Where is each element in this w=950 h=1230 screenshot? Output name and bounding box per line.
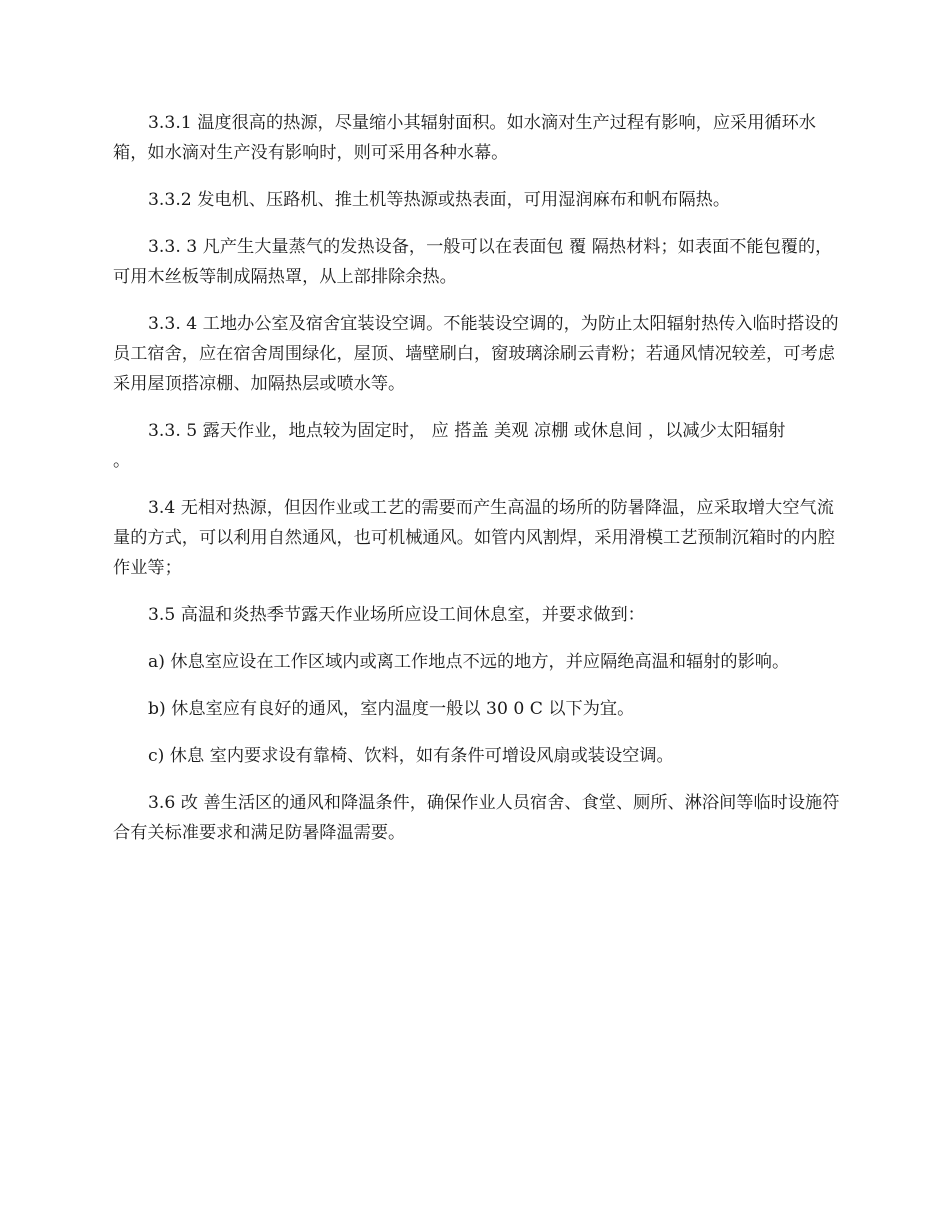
paragraph-3-4: 3.4 无相对热源，但因作业或工艺的需要而产生高温的场所的防暑降温，应采取增大空气流量的方式，可以利用自然通风，也可机械通风。如管内风割焊，采用滑模工艺预制沉箱时的内腔作业等； xyxy=(113,498,835,578)
paragraph-3-5: 3.5 高温和炎热季节露天作业场所应设工间休息室，并要求做到： xyxy=(148,605,645,625)
paragraph-3-3-2: 3.3.2 发电机、压路机、推土机等热源或热表面，可用湿润麻布和帆布隔热。 xyxy=(148,190,731,210)
document-body xyxy=(113,108,843,865)
list-item-b: b) 休息室应有良好的通风，室内温度一般以 30 0 C 以下为宜。 xyxy=(148,699,635,719)
paragraph-3-3-3: 3.3. 3 凡产生大量蒸气的发热设备，一般可以在表面包 覆 隔热材料；如表面不能包覆的，可用木丝板等制成隔热罩，从上部排除余热。 xyxy=(113,237,833,287)
paragraph-3-6: 3.6 改 善生活区的通风和降温条件，确保作业人员宿舍、食堂、厕所、淋浴间等临时设施符合有关标准要求和满足防暑降温需要。 xyxy=(113,793,840,843)
list-item-c: c) 休息 室内要求设有靠椅、饮料，如有条件可增设风扇或装设空调。 xyxy=(148,746,674,766)
paragraph-3-3-1: 3.3.1 温度很高的热源，尽量缩小其辐射面积。如水滴对生产过程有影响，应采用循环水箱，如水滴对生产没有影响时，则可采用各种水幕。 xyxy=(113,113,816,163)
list-item-a: a) 休息室应设在工作区域内或离工作地点不远的地方，并应隔绝高温和辐射的影响。 xyxy=(148,652,790,672)
paragraph-3-3-5: 3.3. 5 露天作业，地点较为固定时， 应 搭盖 美观 凉棚 或休息间 ，以减少太阳辐射 。 xyxy=(113,421,786,471)
paragraph-3-3-4: 3.3. 4 工地办公室及宿舍宜装设空调。不能装设空调的，为防止太阳辐射热传入临时搭设的员工宿舍，应在宿舍周围绿化，屋顶、墙壁刷白，窗玻璃涂刷云青粉；若通风情况较差，可考虑采用屋顶搭凉棚、加隔热层或喷水等。 xyxy=(113,314,839,394)
